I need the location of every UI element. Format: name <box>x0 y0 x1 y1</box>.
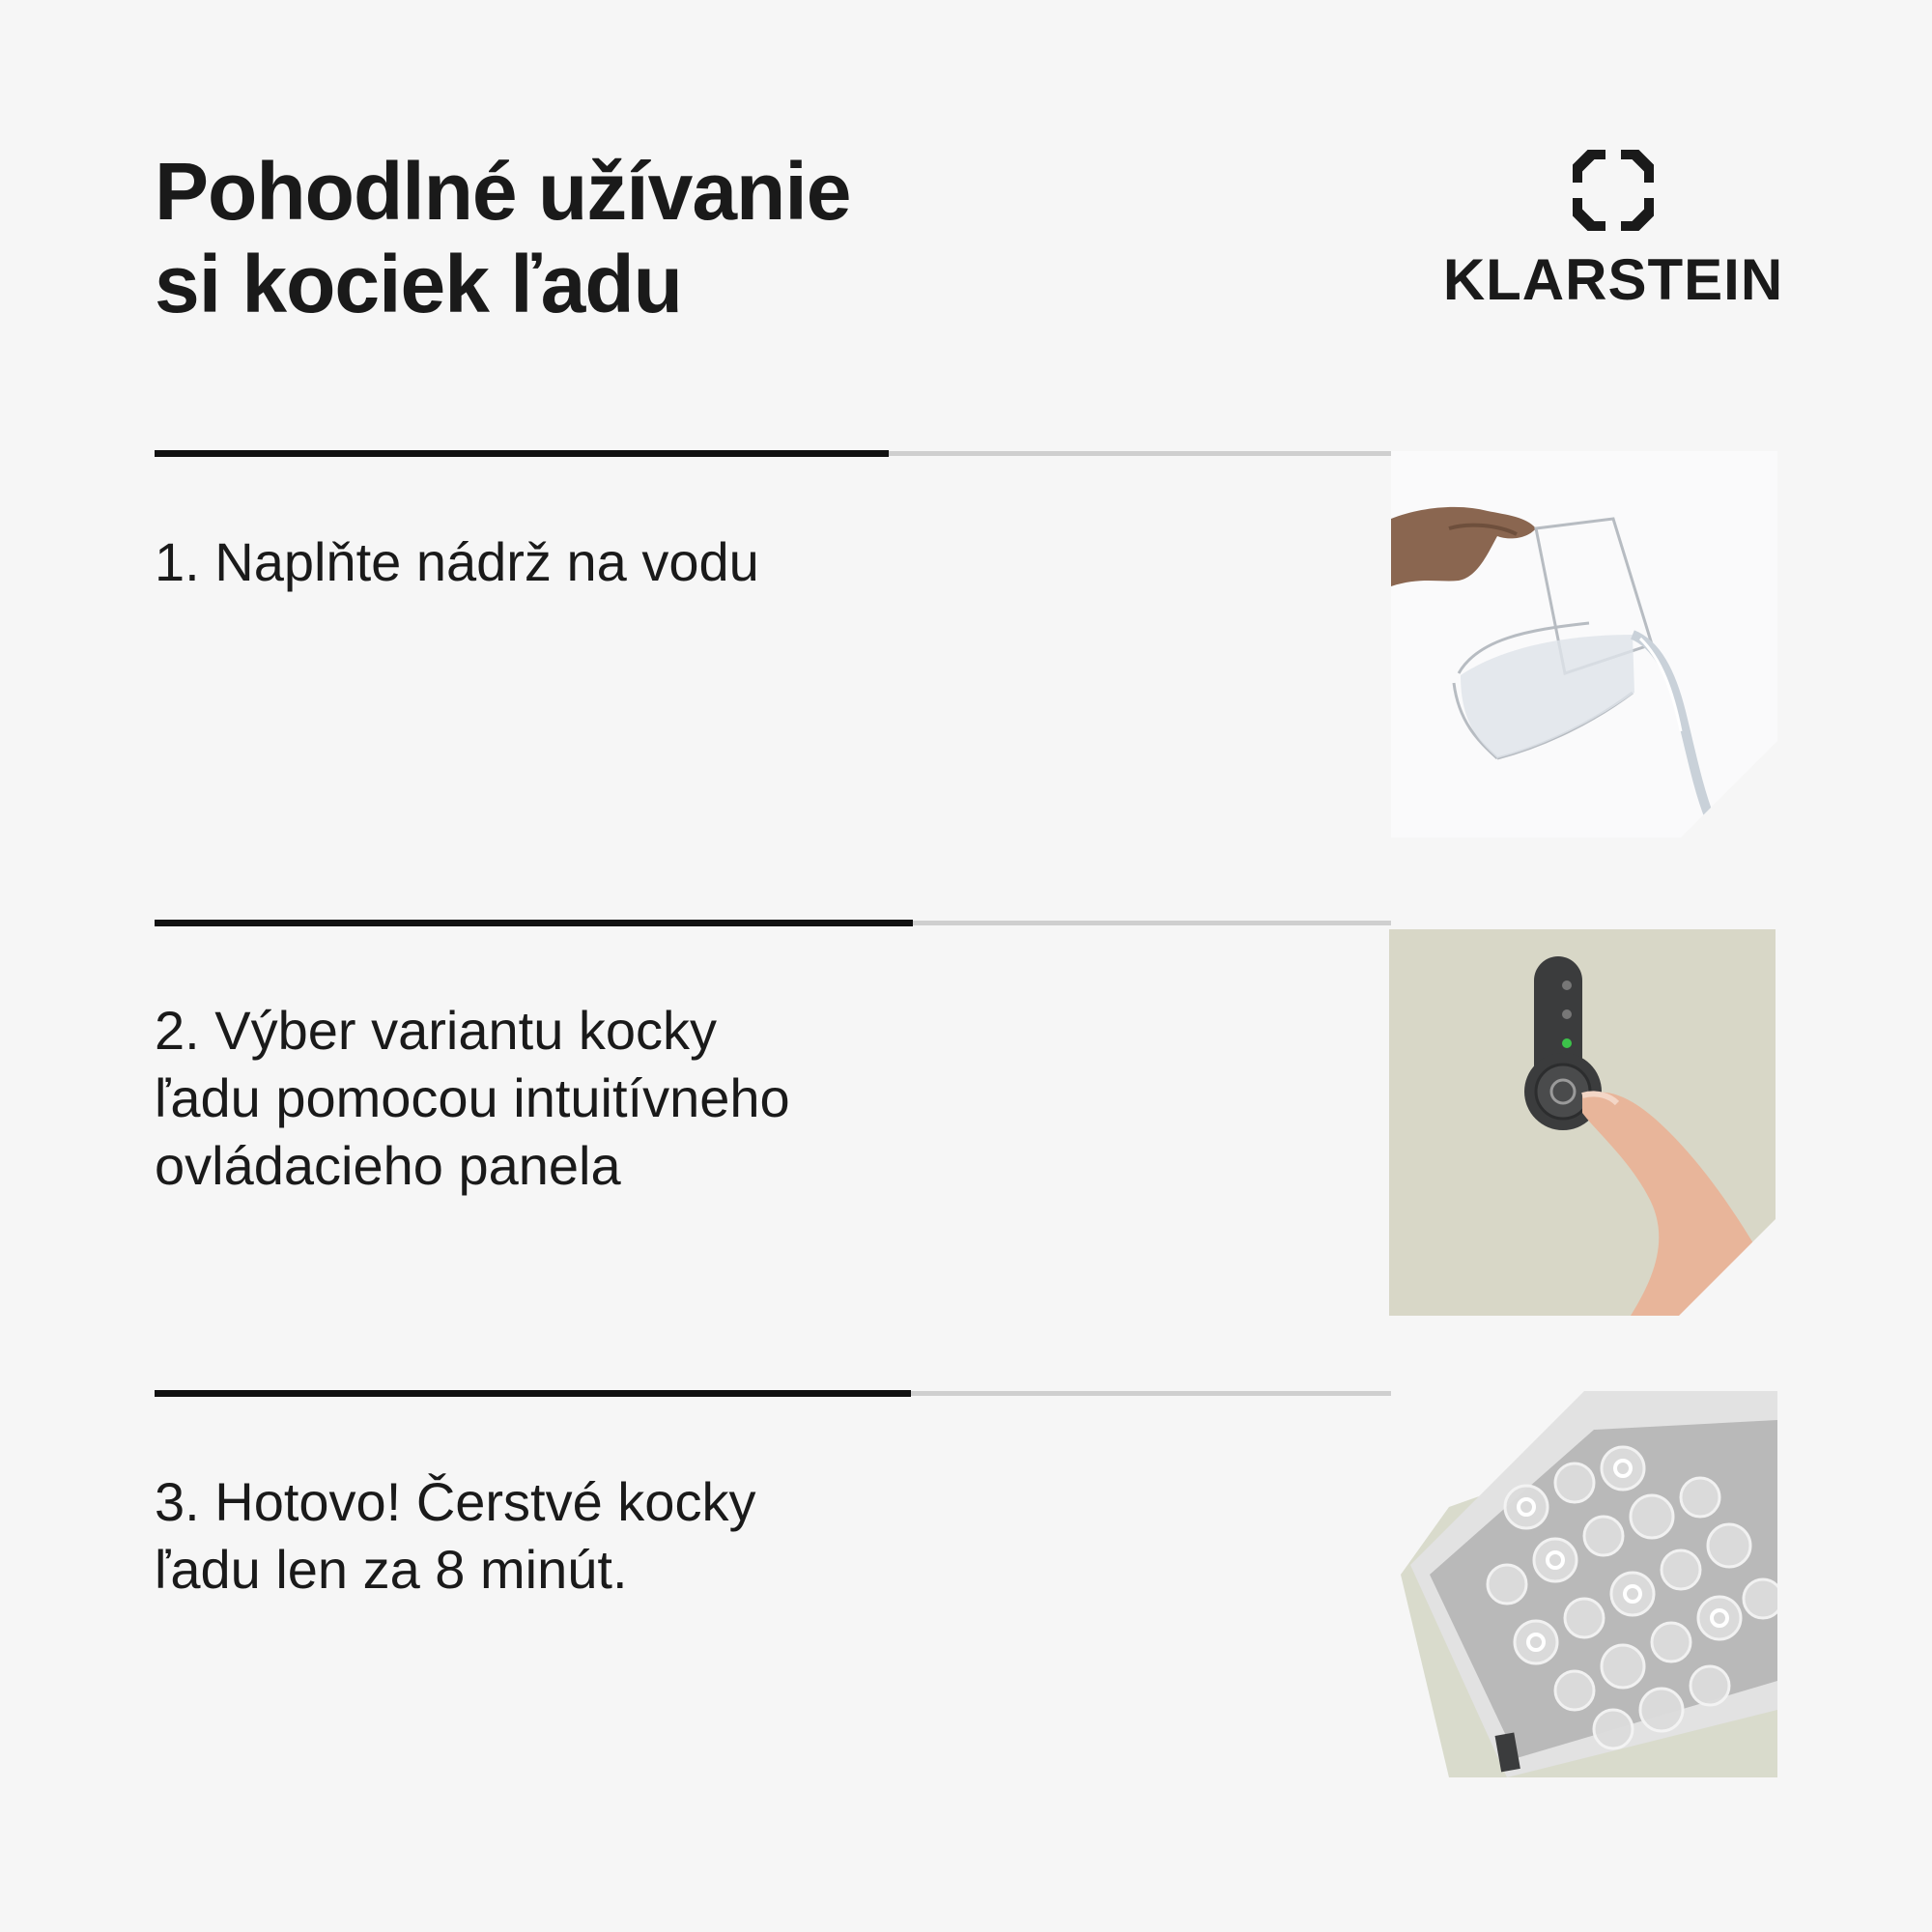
step-3-line-2: ľadu len za 8 minút. <box>155 1539 628 1600</box>
step-3-progress-fill <box>155 1390 911 1397</box>
step-1-line-1: 1. Naplňte nádrž na vodu <box>155 531 759 592</box>
control-panel-photo <box>1389 929 1776 1316</box>
pouring-water-photo <box>1391 451 1777 838</box>
brand-logo <box>1439 150 1787 313</box>
diamond-square-icon <box>1573 150 1654 231</box>
step-3-line-1: 3. Hotovo! Čerstvé kocky <box>155 1471 756 1532</box>
step-2-text <box>155 997 947 1200</box>
step-2-progress-fill <box>155 920 913 926</box>
step-3-progress-rule <box>155 1391 1391 1396</box>
step-2-line-2: ľadu pomocou intuitívneho <box>155 1067 790 1128</box>
step-2-line-3: ovládacieho panela <box>155 1135 621 1196</box>
step-2-progress-rule <box>155 921 1391 925</box>
step-1-progress-rule <box>155 451 1391 456</box>
brand-name: KLARSTEIN <box>1442 247 1784 312</box>
page-title <box>155 145 850 330</box>
step-1-text <box>155 528 947 596</box>
step-2-line-1: 2. Výber variantu kocky <box>155 1000 718 1061</box>
page-title-line-1: Pohodlné užívanie <box>155 146 851 237</box>
page-title-line-2: si kociek ľadu <box>155 239 682 329</box>
step-3-text <box>155 1468 947 1604</box>
ice-cubes-photo <box>1391 1391 1777 1777</box>
step-1-progress-fill <box>155 450 889 457</box>
